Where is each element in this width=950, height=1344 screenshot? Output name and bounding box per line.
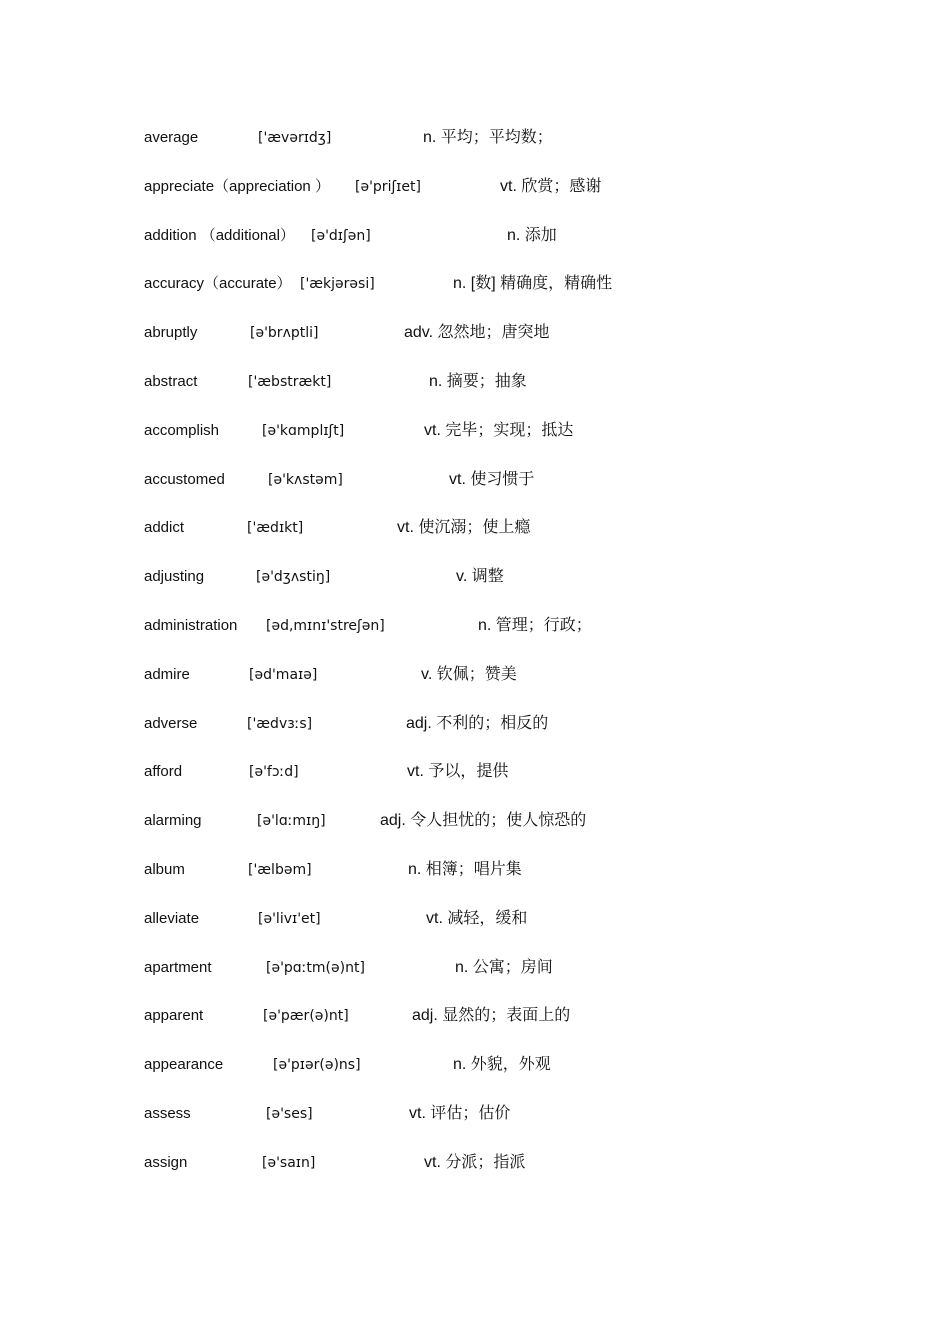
vocab-meaning: vt. 减轻，缓和 [426,909,528,927]
vocab-meaning: adv. 忽然地；唐突地 [404,324,550,342]
vocab-word: apparent [144,1007,204,1025]
vocab-meaning: vt. 欣赏；感谢 [500,177,602,195]
vocab-phonetic: [ə'pɑːtm(ə)nt] [266,959,365,976]
vocab-entry [0,956,950,980]
vocab-entry [0,321,950,345]
vocab-meaning: vt. 予以，提供 [407,763,509,781]
vocab-entry [0,224,950,248]
vocab-entry [0,1102,950,1126]
vocab-word: appreciate（appreciation ） [144,177,330,195]
vocab-meaning: n. 公寓；房间 [455,958,553,976]
vocab-entry [0,175,950,199]
vocab-meaning: vt. 使习惯于 [449,470,535,488]
vocab-meaning: vt. 评估；估价 [409,1105,511,1122]
vocab-word: average [144,129,199,146]
vocab-phonetic: [əd,mɪnɪ'streʃən] [266,618,385,634]
vocab-word: assess [144,1105,191,1122]
vocab-meaning: vt. 分派；指派 [424,1153,526,1171]
vocab-phonetic: [ə'lɑːmɪŋ] [257,813,326,830]
vocab-phonetic: [ə'ses] [266,1106,313,1122]
vocab-word: assign [144,1153,188,1171]
vocab-phonetic: [ə'fɔːd] [249,764,299,781]
vocab-meaning: v. 调整 [456,568,504,586]
vocab-entry [0,126,950,150]
vocab-word: alleviate [144,909,200,927]
vocab-phonetic: [ə'livɪ'et] [258,910,321,927]
vocab-phonetic: ['ædɪkt] [247,520,304,537]
vocab-phonetic: [ə'pɪər(ə)ns] [273,1057,361,1074]
vocab-word: accuracy（accurate） [144,275,292,293]
vocab-entry [0,858,950,882]
vocab-word: accustomed [144,470,225,488]
vocab-meaning: vt. 完毕；实现；抵达 [424,421,574,439]
vocab-phonetic: [ə'priʃɪet] [355,178,421,195]
vocab-meaning: n. 管理；行政； [478,617,592,634]
vocab-meaning: n. [数] 精确度，精确性 [453,275,613,293]
vocab-word: admire [144,665,190,683]
vocab-entry [0,468,950,492]
vocab-meaning: adj. 令人担忧的；使人惊恐的 [380,812,587,830]
vocab-phonetic: [ə'dʒʌstiŋ] [256,569,331,586]
vocab-word: adjusting [144,568,205,586]
vocab-word: administration [144,617,238,634]
vocab-phonetic: ['ækjərəsi] [300,276,375,293]
vocab-phonetic: [ə'dɪʃən] [311,227,371,244]
vocab-meaning: n. 外貌，外观 [453,1056,551,1074]
vocab-entry [0,1151,950,1175]
vocab-meaning: n. 平均；平均数； [423,129,553,146]
vocab-meaning: v. 钦佩；赞美 [421,665,517,683]
vocab-word: addict [144,519,185,537]
vocab-meaning: adj. 不利的；相反的 [406,714,549,732]
vocab-meaning: vt. 使沉溺；使上瘾 [397,519,531,537]
vocab-word: abruptly [144,324,198,342]
vocab-entry [0,663,950,687]
vocab-phonetic: [əd'maɪə] [249,666,318,683]
vocab-entry [0,1053,950,1077]
vocab-word: alarming [144,812,202,830]
vocab-entry [0,370,950,394]
vocab-word: accomplish [144,421,220,439]
vocab-phonetic: [ə'brʌptli] [250,325,319,342]
vocab-word: apartment [144,958,212,976]
vocab-meaning: n. 添加 [507,226,557,244]
vocab-phonetic: ['ælbəm] [248,862,312,878]
vocab-phonetic: [ə'kɑmplɪʃt] [262,422,345,439]
vocab-phonetic: ['ævərɪdʒ] [258,130,332,146]
vocab-phonetic: [ə'saɪn] [262,1154,316,1171]
vocab-word: afford [144,763,183,781]
vocab-meaning: n. 摘要；抽象 [429,373,527,390]
vocab-phonetic: [ə'kʌstəm] [268,471,343,488]
vocab-word: adverse [144,714,198,732]
vocab-phonetic: ['ædvɜːs] [247,715,313,732]
vocab-phonetic: ['æbstrækt] [248,374,332,390]
vocab-entry [0,565,950,589]
vocab-meaning: adj. 显然的；表面上的 [412,1007,571,1025]
vocab-entry [0,809,950,833]
vocab-word: album [144,861,185,878]
vocab-meaning: n. 相簿；唱片集 [408,861,522,878]
vocab-entry [0,760,950,784]
vocab-phonetic: [ə'pær(ə)nt] [263,1008,349,1025]
vocab-entry [0,907,950,931]
vocab-entry [0,419,950,443]
vocab-entry [0,614,950,638]
vocab-entry [0,516,950,540]
vocab-word: abstract [144,373,198,390]
vocab-word: addition （additional） [144,226,295,244]
vocab-word: appearance [144,1056,224,1074]
vocab-entry [0,272,950,296]
vocab-entry [0,1004,950,1028]
vocab-entry [0,712,950,736]
